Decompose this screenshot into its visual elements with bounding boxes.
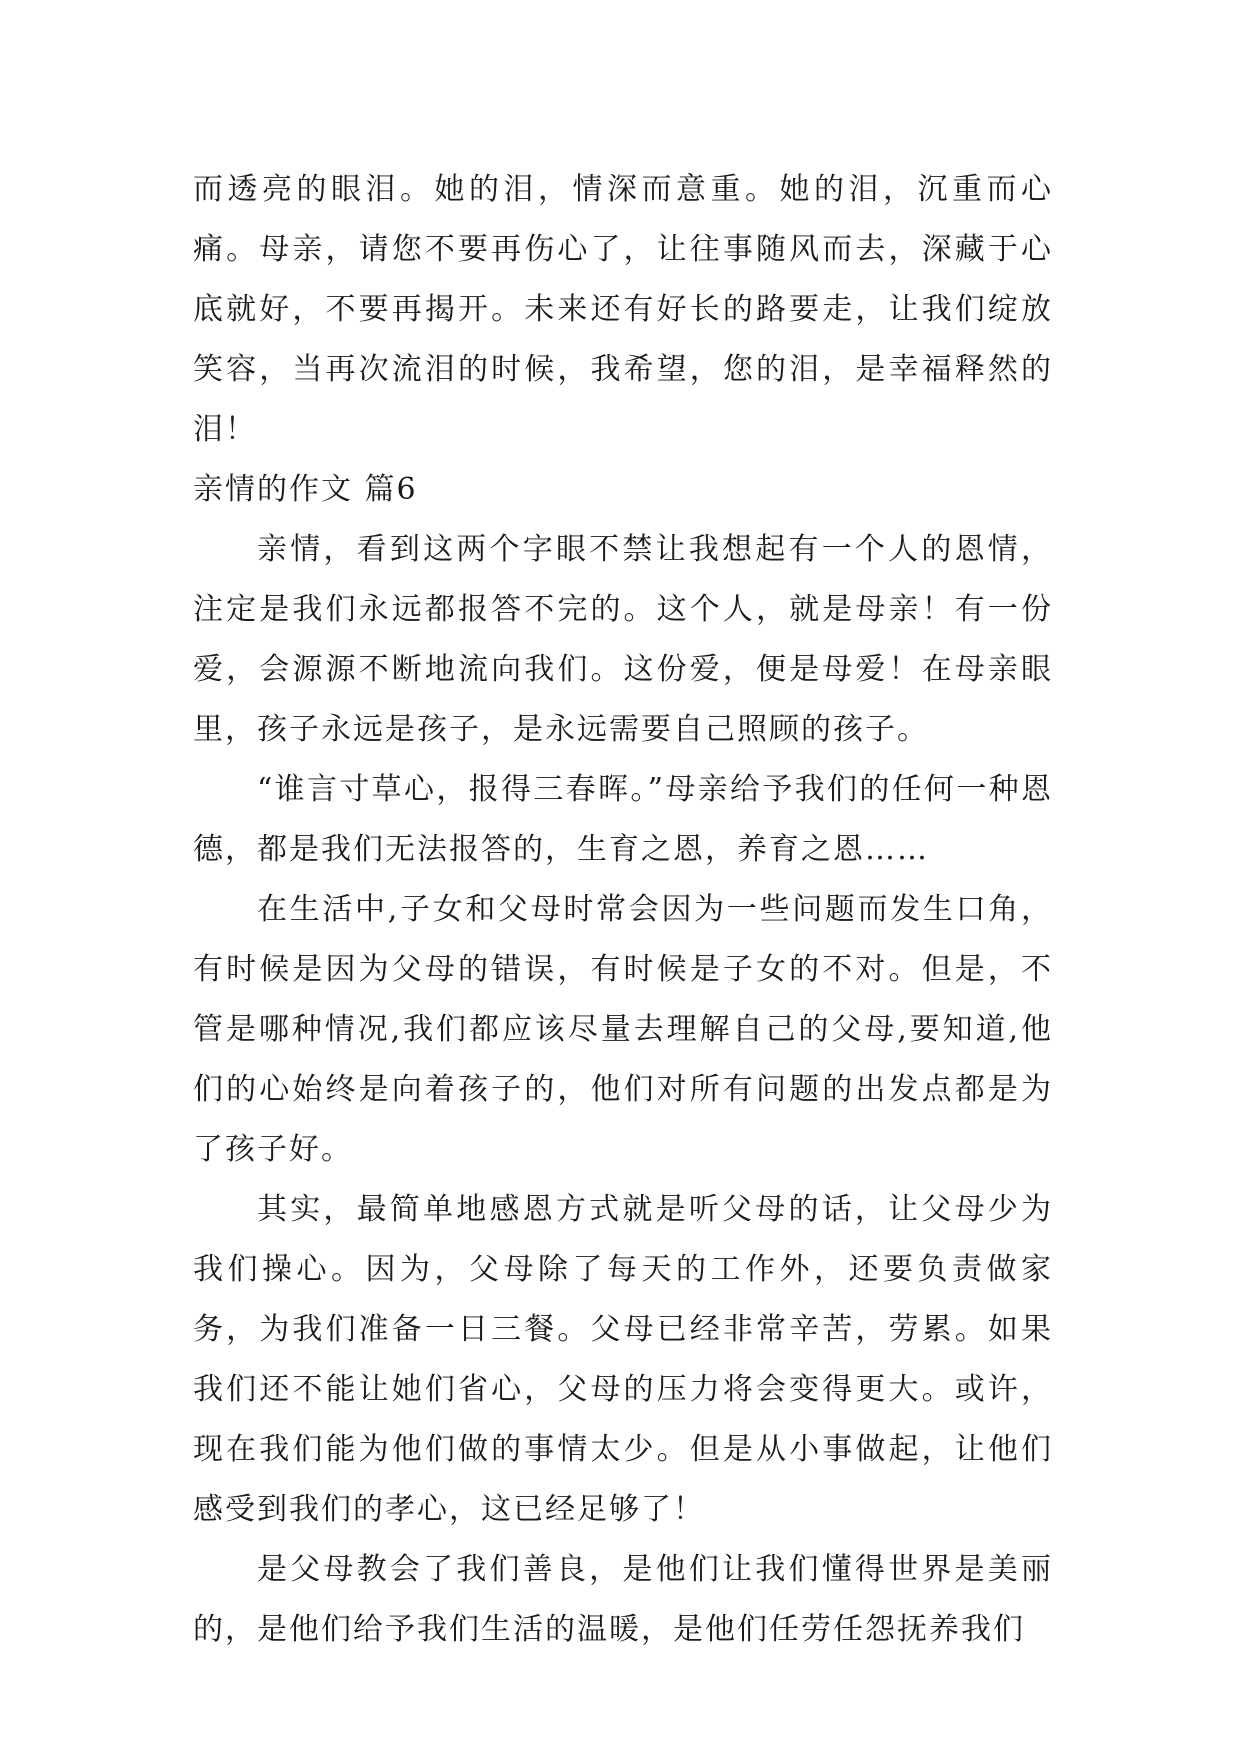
paragraph-2: “谁言寸草心，报得三春晖。”母亲给予我们的任何一种恩德，都是我们无法报答的，生育之恩，养育之恩…… xyxy=(193,772,1053,867)
paragraph-4: 其实，最简单地感恩方式就是听父母的话，让父母少为我们操心。因为，父母除了每天的工作外，还要负责做家务，为我们准备一日三餐。父母已经非常辛苦，劳累。如果我们还不能让她们省心，父母的压力将会变得更大。或许，现在我们能为他们做的事情太少。但是从小事做起，让他们感受到我们的孝心，这已经足够了！ xyxy=(193,1192,1053,1527)
paragraph-5: 是父母教会了我们善良，是他们让我们懂得世界是美丽的，是他们给予我们生活的温暖，是他们任劳任怨抚养我们 xyxy=(193,1552,1053,1647)
paragraph-3: 在生活中,子女和父母时常会因为一些问题而发生口角，有时候是因为父母的错误，有时候是子女的不对。但是，不管是哪种情况,我们都应该尽量去理解自己的父母,要知道,他们的心始终是向着孩子的，他们对所有问题的出发点都是为了孩子好。 xyxy=(193,892,1053,1167)
continued-paragraph: 而透亮的眼泪。她的泪，情深而意重。她的泪，沉重而心痛。母亲，请您不要再伤心了，让往事随风而去，深藏于心底就好，不要再揭开。未来还有好长的路要走，让我们绽放笑容，当再次流泪的时候，我希望，您的泪，是幸福释然的泪！ xyxy=(193,172,1053,447)
paragraph-1: 亲情，看到这两个字眼不禁让我想起有一个人的恩情，注定是我们永远都报答不完的。这个人，就是母亲！有一份爱，会源源不断地流向我们。这份爱，便是母爱！在母亲眼里，孩子永远是孩子，是永远需要自己照顾的孩子。 xyxy=(193,532,1053,747)
section-heading: 亲情的作文 篇6 xyxy=(193,472,418,507)
document-body xyxy=(193,160,1053,1660)
